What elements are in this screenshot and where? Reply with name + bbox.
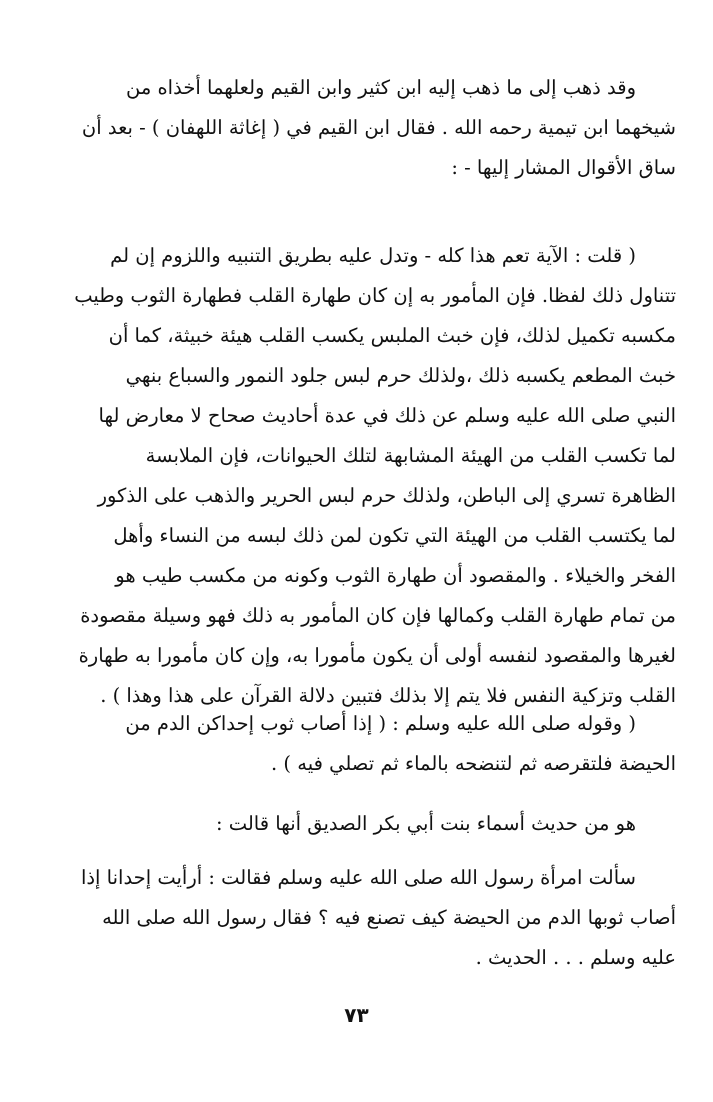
- text-line: شيخهما ابن تيمية رحمه الله . فقال ابن القيم في ( إغاثة اللهفان ) - بعد أن: [81, 116, 676, 139]
- text-line: عليه وسلم . . . الحديث .: [475, 946, 676, 969]
- text-line: القلب وتزكية النفس فلا يتم إلا بذلك فتبين دلالة القرآن على هذا وهذا ) .: [100, 684, 676, 707]
- paragraph-hadith-source: [52, 804, 676, 844]
- text-line: النبي صلى الله عليه وسلم عن ذلك في عدة أحاديث صحاح لا معارض لها: [98, 404, 676, 427]
- text-line: تتناول ذلك لفظا. فإن المأمور به إن كان طهارة القلب فطهارة الثوب وطيب: [74, 284, 676, 307]
- paragraph-intro: [52, 68, 676, 188]
- text-line: الظاهرة تسري إلى الباطن، ولذلك حرم لبس الحرير والذهب على الذكور: [97, 484, 676, 507]
- text-line: ( وقوله صلى الله عليه وسلم : ( إذا أصاب ثوب إحداكن الدم من: [125, 712, 636, 735]
- text-line: لغيرها والمقصود لنفسه أولى أن يكون مأمورا به، وإن كان مأمورا به طهارة: [78, 644, 676, 667]
- text-line: سألت امرأة رسول الله صلى الله عليه وسلم فقالت : أرأيت إحدانا إذا: [80, 866, 636, 889]
- text-line: هو من حديث أسماء بنت أبي بكر الصديق أنها قالت :: [215, 812, 636, 835]
- text-line: الفخر والخيلاء . والمقصود أن طهارة الثوب وكونه من مكسب طيب هو: [115, 564, 676, 587]
- text-line: ساق الأقوال المشار إليها - :: [451, 156, 676, 179]
- text-line: ( قلت : الآية تعم هذا كله - وتدل عليه بطريق التنبيه واللزوم إن لم: [110, 244, 636, 267]
- text-line: وقد ذهب إلى ما ذهب إليه ابن كثير وابن القيم ولعلهما أخذاه من: [125, 76, 636, 99]
- text-line: من تمام طهارة القلب وكمالها فإن كان المأمور به ذلك فهو وسيلة مقصودة: [80, 604, 676, 627]
- paragraph-hadith-text: [52, 704, 676, 784]
- text-line: لما تكسب القلب من الهيئة المشابهة لتلك الحيوانات، فإن الملابسة: [145, 444, 676, 467]
- text-line: أصاب ثوبها الدم من الحيضة كيف تصنع فيه ؟ فقال رسول الله صلى الله: [102, 906, 676, 929]
- text-line: مكسبه تكميل لذلك، فإن خبث الملبس يكسب القلب هيئة خبيثة، كما أن: [108, 324, 676, 347]
- paragraph-hadith-narration: [52, 858, 676, 978]
- text-line: خبث المطعم يكسبه ذلك ،ولذلك حرم لبس جلود النمور والسباع بنهي: [125, 364, 676, 387]
- page-number: ٧٣: [344, 1003, 369, 1027]
- text-line: لما يكتسب القلب من الهيئة التي تكون لمن ذلك لبسه من النساء وأهل: [113, 524, 676, 547]
- paragraph-quote-ibn-qayyim: [52, 236, 676, 716]
- text-line: الحيضة فلتقرصه ثم لتنضحه بالماء ثم تصلي فيه ) .: [271, 752, 676, 775]
